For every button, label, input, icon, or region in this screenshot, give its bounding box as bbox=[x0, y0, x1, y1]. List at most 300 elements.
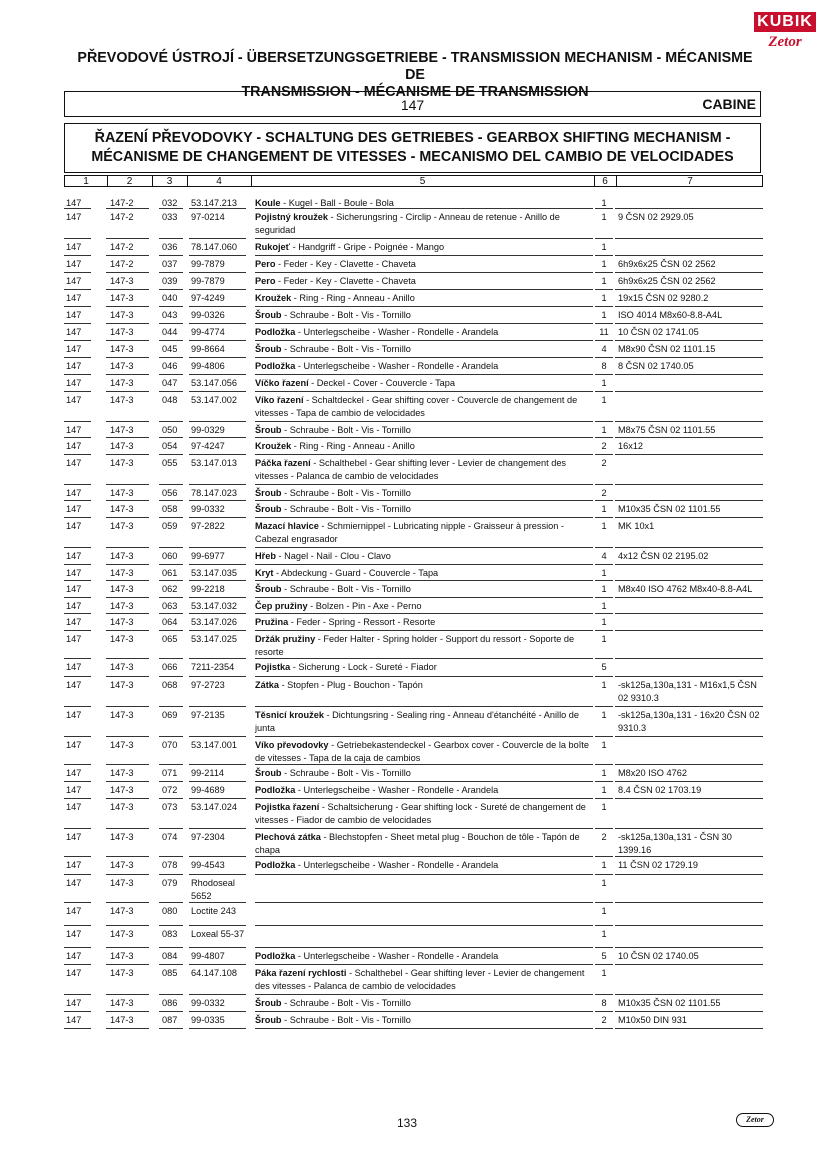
cell-quantity: 1 bbox=[601, 310, 607, 320]
cell-group: 147 bbox=[66, 601, 82, 611]
row-underline bbox=[189, 437, 246, 438]
row-underline bbox=[255, 421, 593, 422]
cell-position: 059 bbox=[162, 521, 178, 531]
cell-description bbox=[255, 801, 593, 826]
row-underline bbox=[106, 547, 149, 548]
row-underline bbox=[64, 421, 91, 422]
cell-group: 147 bbox=[66, 488, 82, 498]
cell-quantity: 1 bbox=[601, 293, 607, 303]
row-underline bbox=[64, 374, 91, 375]
row-underline bbox=[64, 1011, 91, 1012]
row-underline bbox=[159, 580, 183, 581]
cell-position: 065 bbox=[162, 634, 178, 644]
cell-subgroup: 147-3 bbox=[110, 327, 134, 337]
kubik-zetor-logo bbox=[754, 12, 816, 52]
cell-quantity: 2 bbox=[601, 1015, 607, 1025]
row-underline bbox=[595, 500, 613, 501]
row-underline bbox=[64, 564, 91, 565]
row-underline bbox=[64, 947, 91, 948]
row-underline bbox=[595, 798, 613, 799]
row-underline bbox=[255, 306, 593, 307]
cell-group: 147 bbox=[66, 617, 82, 627]
cell-group: 147 bbox=[66, 634, 82, 644]
row-underline bbox=[615, 255, 763, 256]
row-underline bbox=[615, 340, 763, 341]
row-underline bbox=[615, 964, 763, 965]
cell-part-number: 64.147.108 bbox=[191, 968, 237, 978]
cell-group: 147 bbox=[66, 327, 82, 337]
row-underline bbox=[595, 706, 613, 707]
cell-description bbox=[255, 784, 593, 797]
row-underline bbox=[159, 323, 183, 324]
row-underline bbox=[64, 500, 91, 501]
cell-description bbox=[255, 275, 593, 288]
column-header-6: 6 bbox=[602, 176, 608, 187]
cell-quantity: 1 bbox=[601, 878, 607, 888]
cell-subgroup: 147-3 bbox=[110, 551, 134, 561]
cell-quantity: 5 bbox=[601, 662, 607, 672]
part-name: Rukojeť bbox=[255, 242, 291, 252]
row-underline bbox=[189, 323, 246, 324]
row-underline bbox=[106, 613, 149, 614]
cell-position: 060 bbox=[162, 551, 178, 561]
row-underline bbox=[615, 454, 763, 455]
row-underline bbox=[189, 357, 246, 358]
row-underline bbox=[64, 357, 91, 358]
cell-description bbox=[255, 424, 593, 437]
cell-part-number: 99-2114 bbox=[191, 768, 225, 778]
row-underline bbox=[189, 764, 246, 765]
row-underline bbox=[615, 613, 763, 614]
part-name: Mazací hlavice bbox=[255, 521, 319, 531]
cell-group: 147 bbox=[66, 395, 82, 405]
row-underline bbox=[255, 630, 593, 631]
row-underline bbox=[189, 964, 246, 965]
row-underline bbox=[64, 706, 91, 707]
row-underline bbox=[64, 676, 91, 677]
row-underline bbox=[595, 391, 613, 392]
cell-group: 147 bbox=[66, 259, 82, 269]
row-underline bbox=[159, 421, 183, 422]
section-title-line2: MÉCANISME DE CHANGEMENT DE VITESSES - MECANISMO DEL CAMBIO DE VELOCIDADES bbox=[91, 149, 734, 165]
row-underline bbox=[615, 517, 763, 518]
row-underline bbox=[159, 764, 183, 765]
cell-description bbox=[255, 360, 593, 373]
row-underline bbox=[64, 736, 91, 737]
row-underline bbox=[159, 255, 183, 256]
part-translations: - Kugel - Ball - Boule - Bola bbox=[280, 198, 394, 208]
logo-brand-bottom: Zetor bbox=[768, 34, 802, 50]
cell-part-number: 53.147.001 bbox=[191, 740, 237, 750]
cell-position: 074 bbox=[162, 832, 178, 842]
row-underline bbox=[615, 421, 763, 422]
cell-quantity: 1 bbox=[601, 568, 607, 578]
row-underline bbox=[189, 564, 246, 565]
cell-description bbox=[255, 550, 593, 563]
cell-description bbox=[255, 831, 593, 856]
cell-group: 147 bbox=[66, 951, 82, 961]
cell-description bbox=[255, 739, 593, 764]
cell-part-number: 53.147.213 bbox=[191, 198, 237, 208]
part-name: Pojistka bbox=[255, 662, 291, 672]
cell-subgroup: 147-3 bbox=[110, 361, 134, 371]
cell-subgroup: 147-3 bbox=[110, 584, 134, 594]
row-underline bbox=[106, 580, 149, 581]
cell-position: 086 bbox=[162, 998, 178, 1008]
cell-subgroup: 147-3 bbox=[110, 458, 134, 468]
row-underline bbox=[159, 736, 183, 737]
cell-subgroup: 147-3 bbox=[110, 276, 134, 286]
row-underline bbox=[255, 597, 593, 598]
column-header-3: 3 bbox=[166, 176, 173, 187]
row-underline bbox=[106, 902, 149, 903]
cell-position: 080 bbox=[162, 906, 178, 916]
part-translations: - Feder - Key - Clavette - Chaveta bbox=[275, 259, 416, 269]
cabin-label: CABINE bbox=[702, 96, 756, 112]
section-title-box bbox=[64, 123, 761, 173]
cell-quantity: 1 bbox=[601, 425, 607, 435]
row-underline bbox=[255, 340, 593, 341]
cell-subgroup: 147-2 bbox=[110, 259, 134, 269]
row-underline bbox=[106, 856, 149, 857]
row-underline bbox=[595, 874, 613, 875]
cell-part-number: Loctite 243 bbox=[191, 906, 236, 916]
row-underline bbox=[595, 289, 613, 290]
cell-group: 147 bbox=[66, 662, 82, 672]
cell-description bbox=[255, 950, 593, 963]
row-underline bbox=[64, 613, 91, 614]
row-underline bbox=[615, 374, 763, 375]
cell-position: 044 bbox=[162, 327, 178, 337]
row-underline bbox=[255, 547, 593, 548]
cell-note: 6h9x6x25 ČSN 02 2562 bbox=[618, 276, 716, 286]
row-underline bbox=[106, 374, 149, 375]
row-underline bbox=[255, 828, 593, 829]
row-underline bbox=[615, 828, 763, 829]
row-underline bbox=[189, 1028, 246, 1029]
cell-description bbox=[255, 967, 593, 992]
cell-quantity: 1 bbox=[601, 710, 607, 720]
cell-note: M8x20 ISO 4762 bbox=[618, 768, 687, 778]
cell-part-number: 53.147.056 bbox=[191, 378, 237, 388]
row-underline bbox=[595, 323, 613, 324]
cell-group: 147 bbox=[66, 378, 82, 388]
cell-subgroup: 147-3 bbox=[110, 488, 134, 498]
row-underline bbox=[615, 238, 763, 239]
cell-group: 147 bbox=[66, 740, 82, 750]
row-underline bbox=[64, 630, 91, 631]
cell-quantity: 1 bbox=[601, 601, 607, 611]
cell-group: 147 bbox=[66, 458, 82, 468]
cell-position: 043 bbox=[162, 310, 178, 320]
row-underline bbox=[189, 454, 246, 455]
row-underline bbox=[615, 500, 763, 501]
cell-group: 147 bbox=[66, 832, 82, 842]
row-underline bbox=[189, 272, 246, 273]
row-underline bbox=[255, 1028, 593, 1029]
cell-quantity: 2 bbox=[601, 458, 607, 468]
row-underline bbox=[189, 238, 246, 239]
cell-subgroup: 147-2 bbox=[110, 198, 134, 208]
row-underline bbox=[595, 580, 613, 581]
row-underline bbox=[255, 454, 593, 455]
row-underline bbox=[159, 676, 183, 677]
row-underline bbox=[255, 255, 593, 256]
row-underline bbox=[64, 764, 91, 765]
cell-description bbox=[255, 616, 593, 629]
cell-part-number: 97-4249 bbox=[191, 293, 225, 303]
cell-description bbox=[255, 767, 593, 780]
part-translations: - Dichtungsring - Sealing ring - Anneau d'étanchéité - Anillo de junta bbox=[255, 710, 580, 733]
row-underline bbox=[255, 874, 593, 875]
cell-quantity: 1 bbox=[601, 504, 607, 514]
column-header-1: 1 bbox=[83, 176, 89, 187]
row-underline bbox=[189, 736, 246, 737]
cell-note: ISO 4014 M8x60-8.8-A4L bbox=[618, 310, 723, 320]
row-underline bbox=[106, 781, 149, 782]
column-header-4: 4 bbox=[216, 176, 222, 187]
cell-position: 062 bbox=[162, 584, 178, 594]
row-underline bbox=[615, 736, 763, 737]
page-title-line2: TRANSMISSION - MÉCANISME DE TRANSMISSION bbox=[241, 84, 589, 100]
cell-subgroup: 147-3 bbox=[110, 802, 134, 812]
cell-subgroup: 147-3 bbox=[110, 441, 134, 451]
row-underline bbox=[64, 454, 91, 455]
row-underline bbox=[255, 736, 593, 737]
cell-subgroup: 147-3 bbox=[110, 998, 134, 1008]
part-name: Šroub bbox=[255, 504, 282, 514]
cell-note: M8x75 ČSN 02 1101.55 bbox=[618, 425, 716, 435]
row-underline bbox=[595, 736, 613, 737]
cell-position: 085 bbox=[162, 968, 178, 978]
row-underline bbox=[595, 208, 613, 209]
row-underline bbox=[615, 798, 763, 799]
cell-subgroup: 147-3 bbox=[110, 680, 134, 690]
cell-position: 046 bbox=[162, 361, 178, 371]
row-underline bbox=[595, 517, 613, 518]
cell-subgroup: 147-3 bbox=[110, 1015, 134, 1025]
cell-position: 058 bbox=[162, 504, 178, 514]
row-underline bbox=[159, 856, 183, 857]
cell-part-number: 53.147.024 bbox=[191, 802, 237, 812]
column-header-5: 5 bbox=[419, 176, 426, 187]
cell-description bbox=[255, 661, 593, 674]
part-translations: - Schalthebel - Gear shifting lever - Levier de changement des vitesses - Palanca de cambio de velocidades bbox=[255, 968, 585, 991]
cell-part-number: 99-2218 bbox=[191, 584, 225, 594]
row-underline bbox=[64, 340, 91, 341]
cell-subgroup: 147-3 bbox=[110, 740, 134, 750]
cell-group: 147 bbox=[66, 785, 82, 795]
row-underline bbox=[615, 306, 763, 307]
cell-description bbox=[255, 258, 593, 271]
cell-subgroup: 147-3 bbox=[110, 968, 134, 978]
row-underline bbox=[106, 764, 149, 765]
part-name: Podložka bbox=[255, 327, 296, 337]
row-underline bbox=[159, 798, 183, 799]
cell-position: 047 bbox=[162, 378, 178, 388]
part-translations: - Ring - Ring - Anneau - Anillo bbox=[291, 293, 415, 303]
row-underline bbox=[615, 564, 763, 565]
cell-group: 147 bbox=[66, 344, 82, 354]
row-underline bbox=[615, 547, 763, 548]
row-underline bbox=[615, 994, 763, 995]
row-underline bbox=[615, 484, 763, 485]
cell-subgroup: 147-3 bbox=[110, 293, 134, 303]
cell-note: 10 ČSN 02 1741.05 bbox=[618, 327, 699, 337]
row-underline bbox=[159, 1028, 183, 1029]
row-underline bbox=[615, 272, 763, 273]
part-name: Víko řazení bbox=[255, 395, 304, 405]
row-underline bbox=[189, 484, 246, 485]
row-underline bbox=[159, 454, 183, 455]
row-underline bbox=[189, 500, 246, 501]
part-name: Šroub bbox=[255, 768, 282, 778]
part-translations: - Sicherung - Lock - Sureté - Fiador bbox=[290, 662, 437, 672]
cell-part-number: 53.147.035 bbox=[191, 568, 237, 578]
row-underline bbox=[255, 484, 593, 485]
row-underline bbox=[159, 1011, 183, 1012]
part-translations: - Schraube - Bolt - Vis - Tornillo bbox=[281, 425, 411, 435]
cell-description bbox=[255, 679, 593, 692]
part-translations: - Sicherungsring - Circlip - Anneau de retenue - Anillo de seguridad bbox=[255, 212, 560, 235]
row-underline bbox=[106, 964, 149, 965]
row-underline bbox=[189, 630, 246, 631]
row-underline bbox=[595, 1011, 613, 1012]
row-underline bbox=[159, 272, 183, 273]
part-name: Páčka řazení bbox=[255, 458, 311, 468]
part-name: Páka řazení rychlosti bbox=[255, 968, 347, 978]
row-underline bbox=[595, 374, 613, 375]
cell-note: M8x40 ISO 4762 M8x40-8.8-A4L bbox=[618, 584, 753, 594]
cell-position: 087 bbox=[162, 1015, 178, 1025]
row-underline bbox=[159, 902, 183, 903]
cell-quantity: 5 bbox=[601, 951, 607, 961]
row-underline bbox=[255, 391, 593, 392]
row-underline bbox=[189, 580, 246, 581]
row-underline bbox=[255, 208, 593, 209]
part-translations: - Feder - Key - Clavette - Chaveta bbox=[275, 276, 416, 286]
cell-group: 147 bbox=[66, 504, 82, 514]
row-underline bbox=[615, 357, 763, 358]
cell-part-number: 99-4807 bbox=[191, 951, 225, 961]
cell-group: 147 bbox=[66, 878, 82, 888]
cell-part-number: 53.147.025 bbox=[191, 634, 237, 644]
cell-quantity: 8 bbox=[601, 361, 607, 371]
row-underline bbox=[595, 454, 613, 455]
cell-subgroup: 147-3 bbox=[110, 662, 134, 672]
row-underline bbox=[106, 484, 149, 485]
cell-description bbox=[255, 520, 593, 545]
cell-subgroup: 147-3 bbox=[110, 378, 134, 388]
row-underline bbox=[615, 706, 763, 707]
part-translations: - Stopfen - Plug - Bouchon - Tapón bbox=[279, 680, 423, 690]
row-underline bbox=[595, 925, 613, 926]
page-title-line1: PŘEVODOVÉ ÚSTROJÍ - ÜBERSETZUNGSGETRIEBE - TRANSMISSION MECHANISM - MÉCANISME DE bbox=[77, 50, 753, 83]
row-underline bbox=[64, 238, 91, 239]
cell-subgroup: 147-3 bbox=[110, 568, 134, 578]
part-name: Zátka bbox=[255, 680, 280, 690]
cell-group: 147 bbox=[66, 361, 82, 371]
row-underline bbox=[255, 781, 593, 782]
cell-quantity: 1 bbox=[601, 680, 607, 690]
part-translations: - Ring - Ring - Anneau - Anillo bbox=[291, 441, 415, 451]
row-underline bbox=[615, 323, 763, 324]
cell-group: 147 bbox=[66, 860, 82, 870]
row-underline bbox=[159, 964, 183, 965]
cell-group: 147 bbox=[66, 425, 82, 435]
row-underline bbox=[615, 658, 763, 659]
cell-subgroup: 147-3 bbox=[110, 425, 134, 435]
cell-part-number: 99-0335 bbox=[191, 1015, 225, 1025]
part-name: Kryt bbox=[255, 568, 274, 578]
row-underline bbox=[189, 1011, 246, 1012]
cell-description bbox=[255, 583, 593, 596]
cell-description bbox=[255, 292, 593, 305]
part-translations: - Unterlegscheibe - Washer - Rondelle - Arandela bbox=[295, 951, 499, 961]
part-translations: - Deckel - Cover - Couvercle - Tapa bbox=[308, 378, 455, 388]
row-underline bbox=[159, 613, 183, 614]
cell-subgroup: 147-2 bbox=[110, 242, 134, 252]
row-underline bbox=[595, 1028, 613, 1029]
cell-subgroup: 147-3 bbox=[110, 504, 134, 514]
row-underline bbox=[159, 238, 183, 239]
row-underline bbox=[255, 238, 593, 239]
row-underline bbox=[595, 484, 613, 485]
cell-position: 079 bbox=[162, 878, 178, 888]
row-underline bbox=[615, 208, 763, 209]
column-header bbox=[64, 175, 763, 187]
column-header-2: 2 bbox=[126, 176, 133, 187]
row-underline bbox=[189, 421, 246, 422]
part-translations: - Schmiernippel - Lubricating nipple - Graisseur à pression - Cabezal engrasador bbox=[255, 521, 564, 544]
part-translations: - Schaltdeckel - Gear shifting cover - Couvercle de changement de vitesses - Tapa de cambio de velocidades bbox=[255, 395, 578, 418]
row-underline bbox=[255, 764, 593, 765]
row-underline bbox=[615, 676, 763, 677]
row-underline bbox=[595, 764, 613, 765]
row-underline bbox=[255, 676, 593, 677]
row-underline bbox=[189, 902, 246, 903]
row-underline bbox=[64, 1028, 91, 1029]
cell-subgroup: 147-3 bbox=[110, 906, 134, 916]
row-underline bbox=[615, 391, 763, 392]
row-underline bbox=[106, 238, 149, 239]
group-number: 147 bbox=[400, 97, 425, 113]
row-underline bbox=[595, 613, 613, 614]
row-underline bbox=[615, 437, 763, 438]
row-underline bbox=[159, 357, 183, 358]
cell-subgroup: 147-3 bbox=[110, 768, 134, 778]
cell-description bbox=[255, 440, 593, 453]
cell-description bbox=[255, 633, 593, 658]
row-underline bbox=[255, 964, 593, 965]
row-underline bbox=[159, 706, 183, 707]
row-underline bbox=[595, 597, 613, 598]
cell-position: 036 bbox=[162, 242, 178, 252]
cell-quantity: 1 bbox=[601, 860, 607, 870]
part-name: Víko převodovky bbox=[255, 740, 329, 750]
row-underline bbox=[159, 517, 183, 518]
row-underline bbox=[255, 902, 593, 903]
row-underline bbox=[595, 564, 613, 565]
row-underline bbox=[595, 306, 613, 307]
section-title-line1: ŘAZENÍ PŘEVODOVKY - SCHALTUNG DES GETRIEBES - GEARBOX SHIFTING MECHANISM - bbox=[94, 130, 731, 146]
part-name: Kroužek bbox=[255, 293, 292, 303]
row-underline bbox=[159, 658, 183, 659]
row-underline bbox=[189, 340, 246, 341]
row-underline bbox=[615, 1028, 763, 1029]
part-name: Plechová zátka bbox=[255, 832, 321, 842]
row-underline bbox=[106, 925, 149, 926]
